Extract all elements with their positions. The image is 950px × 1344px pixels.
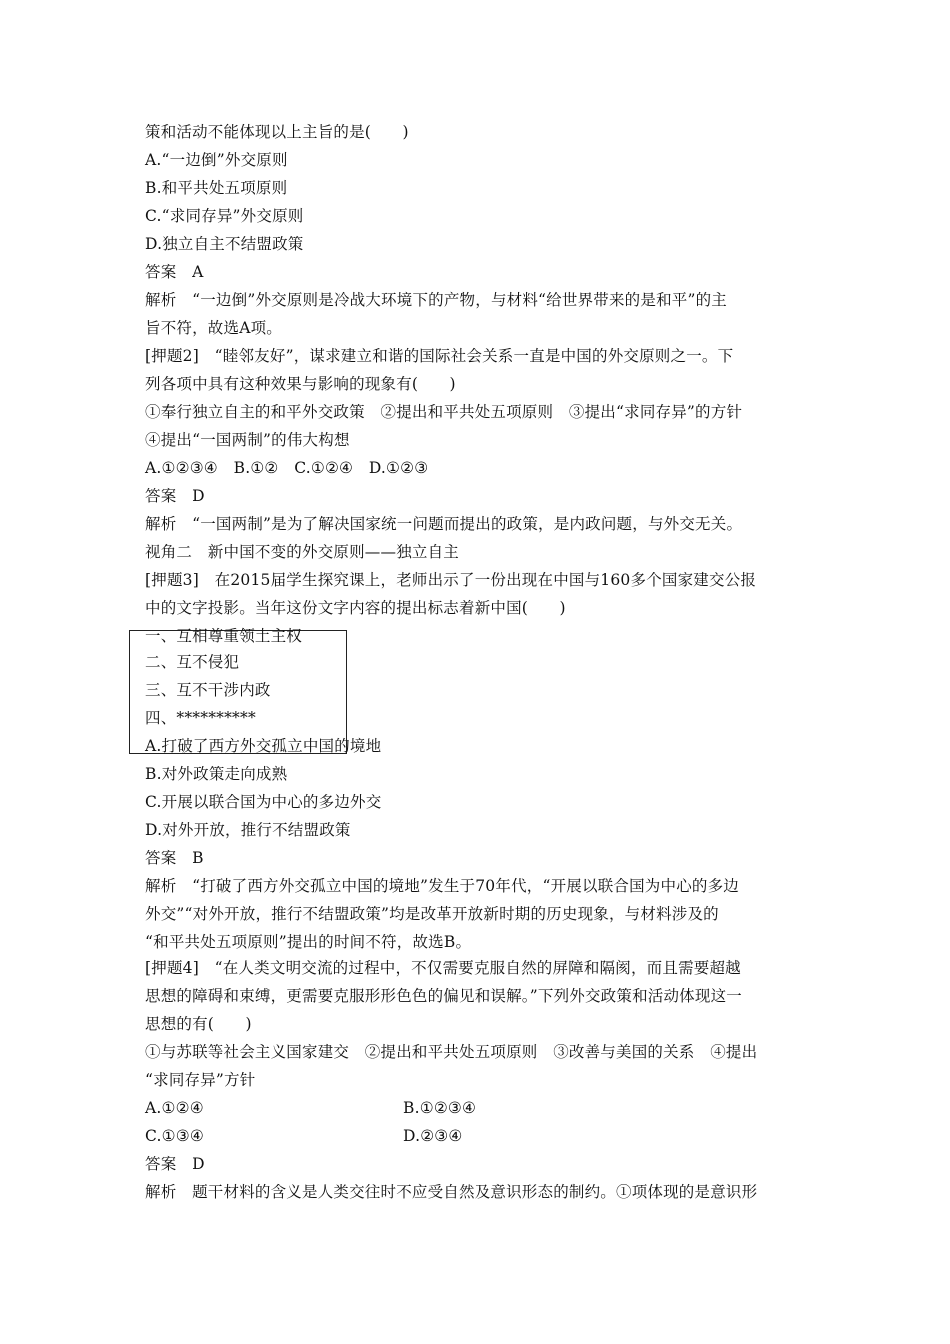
- q4-analysis: 解析 题干材料的含义是人类交往时不应受自然及意识形态的制约。①项体现的是意识形: [145, 1183, 758, 1201]
- q1-option-d: D.独立自主不结盟政策: [145, 235, 304, 253]
- q4-items-line2: “求同存异”方针: [145, 1071, 256, 1089]
- q2-items-line1: ①奉行独立自主的和平外交政策 ②提出和平共处五项原则 ③提出“求同存异”的方针: [145, 403, 743, 421]
- q4-option-c: C.①③④: [145, 1127, 204, 1145]
- q1-analysis-line1: 解析 “一边倒”外交原则是冷战大环境下的产物，与材料“给世界带来的是和平”的主: [145, 291, 727, 309]
- q4-items-line1: ①与苏联等社会主义国家建交 ②提出和平共处五项原则 ③改善与美国的关系 ④提出: [145, 1043, 758, 1061]
- q1-option-a: A.“一边倒”外交原则: [145, 151, 288, 169]
- q4-option-d: D.②③④: [403, 1127, 463, 1145]
- q3-option-a: A.打破了西方外交孤立中国的境地: [145, 737, 382, 755]
- q4-stem-line2: 思想的障碍和束缚，更需要克服形形色色的偏见和误解。”下列外交政策和活动体现这一: [145, 987, 742, 1005]
- q2-answer: 答案 D: [145, 487, 205, 505]
- q3-analysis-line2: 外交”“对外开放，推行不结盟政策”均是改革开放新时期的历史现象，与材料涉及的: [145, 905, 719, 923]
- q1-answer: 答案 A: [145, 263, 204, 281]
- q4-option-a: A.①②④: [145, 1099, 204, 1117]
- section-heading: 视角二 新中国不变的外交原则——独立自主: [145, 543, 460, 561]
- q3-box-line2: 二、互不侵犯: [145, 653, 240, 671]
- q2-items-line2: ④提出“一国两制”的伟大构想: [145, 431, 350, 449]
- q4-stem-line1: [押题4] “在人类文明交流的过程中，不仅需要克服自然的屏障和隔阂，而且需要超越: [145, 959, 741, 977]
- q4-answer: 答案 D: [145, 1155, 205, 1173]
- q1-stem-tail: 策和活动不能体现以上主旨的是( ): [145, 123, 409, 141]
- q3-option-c: C.开展以联合国为中心的多边外交: [145, 793, 382, 811]
- q4-stem-line3: 思想的有( ): [145, 1015, 252, 1033]
- q1-option-b: B.和平共处五项原则: [145, 179, 288, 197]
- q1-analysis-line2: 旨不符，故选A项。: [145, 319, 282, 337]
- q3-box-line1: 一、互相尊重领土主权: [145, 627, 303, 645]
- q2-options: A.①②③④ B.①② C.①②④ D.①②③: [145, 459, 429, 477]
- q3-box-line4: 四、**********: [145, 709, 256, 727]
- q3-stem-line1: [押题3] 在2015届学生探究课上，老师出示了一份出现在中国与160多个国家建交公报: [145, 571, 757, 589]
- q2-stem-line1: [押题2] “睦邻友好”，谋求建立和谐的国际社会关系一直是中国的外交原则之一。下: [145, 347, 734, 365]
- q3-option-d: D.对外开放，推行不结盟政策: [145, 821, 351, 839]
- q3-option-b: B.对外政策走向成熟: [145, 765, 288, 783]
- q3-box-line3: 三、互不干涉内政: [145, 681, 271, 699]
- q1-option-c: C.“求同存异”外交原则: [145, 207, 304, 225]
- q3-analysis-line1: 解析 “打破了西方外交孤立中国的境地”发生于70年代，“开展以联合国为中心的多边: [145, 877, 739, 895]
- q4-option-b: B.①②③④: [403, 1099, 477, 1117]
- q3-stem-line2: 中的文字投影。当年这份文字内容的提出标志着新中国( ): [145, 599, 566, 617]
- q2-analysis: 解析 “一国两制”是为了解决国家统一问题而提出的政策，是内政问题，与外交无关。: [145, 515, 743, 533]
- q3-analysis-line3: “和平共处五项原则”提出的时间不符，故选B。: [145, 933, 472, 951]
- q3-answer: 答案 B: [145, 849, 204, 867]
- q2-stem-line2: 列各项中具有这种效果与影响的现象有( ): [145, 375, 456, 393]
